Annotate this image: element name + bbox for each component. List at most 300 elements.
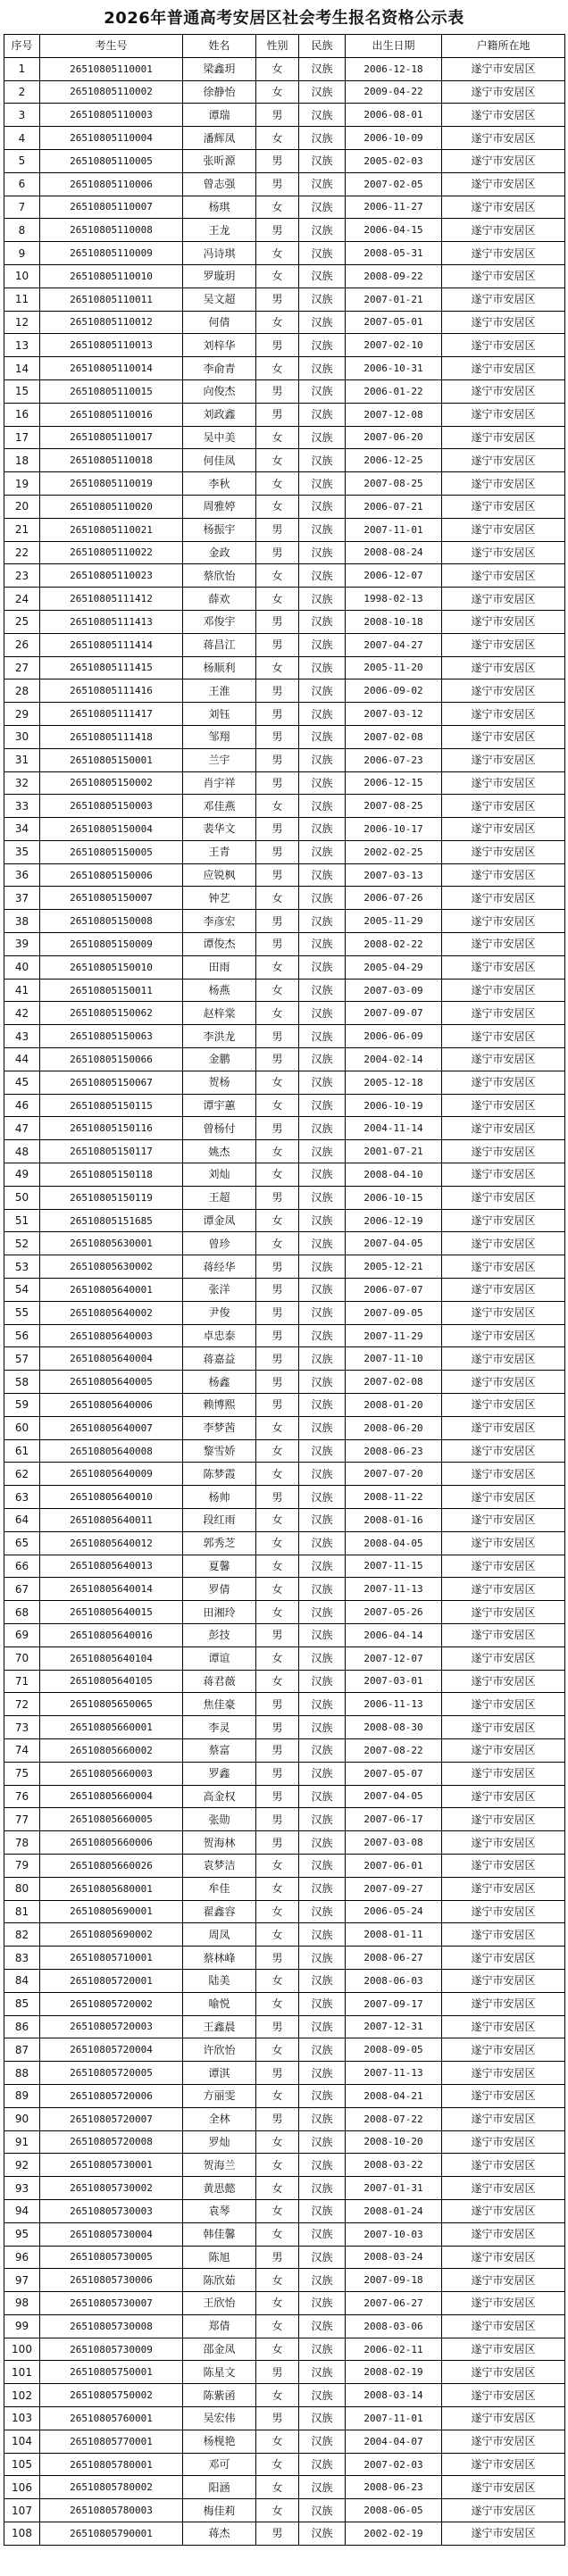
table-row <box>4 979 565 1002</box>
table-row <box>4 311 565 334</box>
cell-gender: 男 <box>256 2107 299 2130</box>
cell-index: 48 <box>4 1140 40 1163</box>
cell-ethnicity: 汉族 <box>299 1071 346 1094</box>
cell-index: 100 <box>4 2338 40 2361</box>
table-row <box>4 564 565 588</box>
cell-gender: 女 <box>256 979 299 1002</box>
cell-index: 80 <box>4 1877 40 1900</box>
cell-ethnicity: 汉族 <box>299 1117 346 1140</box>
table-row <box>4 1785 565 1808</box>
cell-exam-number: 26510805640013 <box>40 1555 183 1578</box>
table-row <box>4 80 565 104</box>
table-row <box>4 703 565 726</box>
cell-residence: 遂宁市安居区 <box>442 1578 565 1601</box>
cell-ethnicity: 汉族 <box>299 2269 346 2292</box>
cell-name: 金鹏 <box>183 1048 256 1071</box>
cell-ethnicity: 汉族 <box>299 2107 346 2130</box>
cell-exam-number: 26510805150118 <box>40 1163 183 1187</box>
cell-name: 蔡富 <box>183 1738 256 1762</box>
cell-exam-number: 26510805640009 <box>40 1463 183 1486</box>
table-row <box>4 2407 565 2430</box>
cell-birth-date: 2006-07-21 <box>346 495 442 518</box>
cell-birth-date: 2007-03-08 <box>346 1831 442 1855</box>
cell-residence: 遂宁市安居区 <box>442 2407 565 2430</box>
cell-gender: 女 <box>256 1002 299 1025</box>
cell-gender: 女 <box>256 1854 299 1877</box>
cell-residence: 遂宁市安居区 <box>442 955 565 979</box>
cell-name: 邓佳燕 <box>183 795 256 818</box>
cell-name: 谭淇 <box>183 2062 256 2085</box>
cell-gender: 女 <box>256 449 299 472</box>
table-row <box>4 242 565 265</box>
cell-index: 45 <box>4 1071 40 1094</box>
cell-residence: 遂宁市安居区 <box>442 1509 565 1532</box>
cell-birth-date: 2007-10-03 <box>346 2222 442 2246</box>
cell-residence: 遂宁市安居区 <box>442 2015 565 2038</box>
cell-index: 85 <box>4 1992 40 2015</box>
cell-birth-date: 2008-01-16 <box>346 1509 442 1532</box>
cell-index: 30 <box>4 725 40 748</box>
cell-ethnicity: 汉族 <box>299 426 346 449</box>
cell-name: 罗璇玥 <box>183 264 256 288</box>
cell-exam-number: 26510805111412 <box>40 588 183 611</box>
cell-name: 裴华文 <box>183 818 256 841</box>
cell-ethnicity: 汉族 <box>299 264 346 288</box>
cell-gender: 男 <box>256 288 299 311</box>
cell-ethnicity: 汉族 <box>299 449 346 472</box>
cell-gender: 女 <box>256 426 299 449</box>
table-row <box>4 2038 565 2062</box>
cell-gender: 女 <box>256 2338 299 2361</box>
cell-exam-number: 26510805110008 <box>40 219 183 242</box>
cell-residence: 遂宁市安居区 <box>442 564 565 588</box>
cell-gender: 女 <box>256 1163 299 1187</box>
cell-birth-date: 2007-09-27 <box>346 1877 442 1900</box>
cell-birth-date: 2007-03-12 <box>346 703 442 726</box>
cell-ethnicity: 汉族 <box>299 1163 346 1187</box>
cell-ethnicity: 汉族 <box>299 149 346 172</box>
cell-name: 赖博熙 <box>183 1394 256 1417</box>
cell-residence: 遂宁市安居区 <box>442 1002 565 1025</box>
cell-residence: 遂宁市安居区 <box>442 196 565 219</box>
cell-gender: 男 <box>256 633 299 656</box>
table-row <box>4 2154 565 2177</box>
cell-gender: 男 <box>256 1255 299 1279</box>
cell-birth-date: 2008-10-18 <box>346 610 442 633</box>
cell-birth-date: 2008-01-20 <box>346 1394 442 1417</box>
cell-residence: 遂宁市安居区 <box>442 518 565 541</box>
cell-name: 刘钰 <box>183 703 256 726</box>
cell-name: 王青 <box>183 840 256 863</box>
cell-name: 方丽雯 <box>183 2084 256 2107</box>
cell-ethnicity: 汉族 <box>299 2130 346 2154</box>
cell-exam-number: 26510805660001 <box>40 1716 183 1739</box>
cell-residence: 遂宁市安居区 <box>442 2499 565 2522</box>
cell-name: 牟佳 <box>183 1877 256 1900</box>
cell-ethnicity: 汉族 <box>299 1486 346 1509</box>
cell-name: 黄思懿 <box>183 2177 256 2200</box>
cell-name: 曾志强 <box>183 172 256 196</box>
cell-birth-date: 2006-07-07 <box>346 1279 442 1302</box>
cell-ethnicity: 汉族 <box>299 748 346 771</box>
table-row <box>4 196 565 219</box>
header-index: 序号 <box>4 35 40 58</box>
cell-name: 谭金凤 <box>183 1209 256 1232</box>
cell-ethnicity: 汉族 <box>299 1646 346 1670</box>
cell-ethnicity: 汉族 <box>299 1463 346 1486</box>
cell-gender: 女 <box>256 1555 299 1578</box>
cell-birth-date: 2006-10-09 <box>346 127 442 150</box>
table-row <box>4 863 565 887</box>
cell-name: 蒋经华 <box>183 1255 256 1279</box>
cell-residence: 遂宁市安居区 <box>442 2430 565 2453</box>
cell-index: 27 <box>4 656 40 679</box>
cell-birth-date: 2007-06-01 <box>346 1854 442 1877</box>
cell-name: 杨枧艳 <box>183 2430 256 2453</box>
cell-exam-number: 26510805730009 <box>40 2338 183 2361</box>
cell-residence: 遂宁市安居区 <box>442 1877 565 1900</box>
cell-gender: 女 <box>256 1877 299 1900</box>
cell-index: 103 <box>4 2407 40 2430</box>
cell-gender: 男 <box>256 1486 299 1509</box>
cell-exam-number: 26510805660006 <box>40 1831 183 1855</box>
table-row <box>4 2522 565 2546</box>
cell-residence: 遂宁市安居区 <box>442 1025 565 1048</box>
cell-name: 王鑫晨 <box>183 2015 256 2038</box>
cell-birth-date: 2008-10-20 <box>346 2130 442 2154</box>
cell-exam-number: 26510805640008 <box>40 1439 183 1463</box>
cell-exam-number: 26510805110019 <box>40 472 183 496</box>
cell-index: 63 <box>4 1486 40 1509</box>
cell-index: 58 <box>4 1371 40 1394</box>
cell-residence: 遂宁市安居区 <box>442 2314 565 2338</box>
table-row <box>4 1279 565 1302</box>
cell-name: 彭技 <box>183 1623 256 1646</box>
cell-ethnicity: 汉族 <box>299 2314 346 2338</box>
cell-birth-date: 2008-04-05 <box>346 1531 442 1555</box>
table-row <box>4 1831 565 1855</box>
cell-ethnicity: 汉族 <box>299 588 346 611</box>
cell-residence: 遂宁市安居区 <box>442 656 565 679</box>
cell-index: 71 <box>4 1670 40 1693</box>
cell-residence: 遂宁市安居区 <box>442 1555 565 1578</box>
cell-ethnicity: 汉族 <box>299 840 346 863</box>
cell-ethnicity: 汉族 <box>299 1209 346 1232</box>
cell-residence: 遂宁市安居区 <box>442 703 565 726</box>
cell-ethnicity: 汉族 <box>299 2084 346 2107</box>
cell-ethnicity: 汉族 <box>299 2476 346 2499</box>
cell-name: 喻悦 <box>183 1992 256 2015</box>
cell-exam-number: 26510805110022 <box>40 541 183 564</box>
cell-exam-number: 26510805720006 <box>40 2084 183 2107</box>
cell-exam-number: 26510805720001 <box>40 1969 183 1992</box>
cell-name: 邵金凤 <box>183 2338 256 2361</box>
cell-exam-number: 26510805150007 <box>40 887 183 910</box>
cell-birth-date: 2001-07-21 <box>346 1140 442 1163</box>
table-row <box>4 1347 565 1371</box>
cell-name: 周凤 <box>183 1923 256 1947</box>
cell-exam-number: 26510805150009 <box>40 933 183 956</box>
table-row <box>4 1186 565 1209</box>
cell-exam-number: 26510805730007 <box>40 2292 183 2315</box>
cell-name: 谭谊 <box>183 1646 256 1670</box>
cell-ethnicity: 汉族 <box>299 1738 346 1762</box>
table-row <box>4 2107 565 2130</box>
cell-gender: 女 <box>256 1439 299 1463</box>
cell-ethnicity: 汉族 <box>299 1578 346 1601</box>
cell-residence: 遂宁市安居区 <box>442 1301 565 1324</box>
table-row <box>4 1947 565 1970</box>
cell-exam-number: 26510805151685 <box>40 1209 183 1232</box>
cell-gender: 女 <box>256 472 299 496</box>
cell-ethnicity: 汉族 <box>299 518 346 541</box>
cell-residence: 遂宁市安居区 <box>442 472 565 496</box>
cell-exam-number: 26510805110018 <box>40 449 183 472</box>
cell-birth-date: 2008-06-23 <box>346 1439 442 1463</box>
table-row <box>4 2084 565 2107</box>
cell-exam-number: 26510805720003 <box>40 2015 183 2038</box>
cell-index: 66 <box>4 1555 40 1578</box>
cell-ethnicity: 汉族 <box>299 2246 346 2269</box>
cell-birth-date: 2007-03-09 <box>346 979 442 1002</box>
cell-gender: 男 <box>256 818 299 841</box>
table-row <box>4 1762 565 1785</box>
cell-birth-date: 2007-04-05 <box>346 1785 442 1808</box>
cell-birth-date: 2008-11-22 <box>346 1486 442 1509</box>
cell-gender: 男 <box>256 379 299 403</box>
cell-ethnicity: 汉族 <box>299 725 346 748</box>
cell-index: 75 <box>4 1762 40 1785</box>
cell-exam-number: 26510805150062 <box>40 1002 183 1025</box>
cell-residence: 遂宁市安居区 <box>442 449 565 472</box>
table-row <box>4 288 565 311</box>
cell-residence: 遂宁市安居区 <box>442 2084 565 2107</box>
table-row <box>4 357 565 380</box>
cell-residence: 遂宁市安居区 <box>442 1670 565 1693</box>
cell-name: 刘政鑫 <box>183 403 256 426</box>
cell-name: 阳涵 <box>183 2476 256 2499</box>
cell-residence: 遂宁市安居区 <box>442 219 565 242</box>
table-row <box>4 840 565 863</box>
cell-residence: 遂宁市安居区 <box>442 1762 565 1785</box>
cell-exam-number: 26510805150005 <box>40 840 183 863</box>
cell-residence: 遂宁市安居区 <box>442 2384 565 2407</box>
cell-birth-date: 2006-12-07 <box>346 564 442 588</box>
cell-ethnicity: 汉族 <box>299 2038 346 2062</box>
cell-gender: 女 <box>256 2476 299 2499</box>
cell-gender: 女 <box>256 1094 299 1117</box>
cell-residence: 遂宁市安居区 <box>442 863 565 887</box>
cell-gender: 女 <box>256 564 299 588</box>
cell-exam-number: 26510805650065 <box>40 1693 183 1716</box>
cell-name: 夏馨 <box>183 1555 256 1578</box>
cell-ethnicity: 汉族 <box>299 242 346 265</box>
cell-ethnicity: 汉族 <box>299 564 346 588</box>
cell-gender: 男 <box>256 334 299 357</box>
cell-birth-date: 2008-01-24 <box>346 2199 442 2222</box>
cell-gender: 男 <box>256 1808 299 1831</box>
cell-index: 8 <box>4 219 40 242</box>
cell-ethnicity: 汉族 <box>299 1279 346 1302</box>
cell-exam-number: 26510805111417 <box>40 703 183 726</box>
cell-index: 76 <box>4 1785 40 1808</box>
cell-ethnicity: 汉族 <box>299 1808 346 1831</box>
cell-index: 97 <box>4 2269 40 2292</box>
cell-gender: 女 <box>256 795 299 818</box>
cell-name: 李秋 <box>183 472 256 496</box>
cell-ethnicity: 汉族 <box>299 2177 346 2200</box>
cell-index: 1 <box>4 57 40 80</box>
cell-ethnicity: 汉族 <box>299 771 346 795</box>
cell-birth-date: 2006-05-24 <box>346 1900 442 1923</box>
cell-exam-number: 26510805110006 <box>40 172 183 196</box>
cell-name: 周雅婷 <box>183 495 256 518</box>
cell-name: 翟鑫容 <box>183 1900 256 1923</box>
cell-exam-number: 26510805780003 <box>40 2499 183 2522</box>
table-row <box>4 725 565 748</box>
cell-name: 蔡林峰 <box>183 1947 256 1970</box>
cell-index: 101 <box>4 2361 40 2384</box>
cell-ethnicity: 汉族 <box>299 656 346 679</box>
cell-exam-number: 26510805660002 <box>40 1738 183 1762</box>
cell-exam-number: 26510805720008 <box>40 2130 183 2154</box>
cell-gender: 男 <box>256 1693 299 1716</box>
cell-name: 潘辉凤 <box>183 127 256 150</box>
table-row <box>4 633 565 656</box>
cell-residence: 遂宁市安居区 <box>442 1439 565 1463</box>
cell-name: 应锐枫 <box>183 863 256 887</box>
cell-name: 薛欢 <box>183 588 256 611</box>
cell-birth-date: 2006-06-09 <box>346 1025 442 1048</box>
cell-index: 47 <box>4 1117 40 1140</box>
cell-birth-date: 2007-02-08 <box>346 1371 442 1394</box>
cell-exam-number: 26510805110012 <box>40 311 183 334</box>
table-row <box>4 1670 565 1693</box>
table-row <box>4 1439 565 1463</box>
header-name: 姓名 <box>183 35 256 58</box>
cell-name: 刘灿 <box>183 1163 256 1187</box>
cell-gender: 男 <box>256 910 299 933</box>
cell-birth-date: 2007-05-26 <box>346 1601 442 1624</box>
cell-exam-number: 26510805110004 <box>40 127 183 150</box>
cell-gender: 女 <box>256 1140 299 1163</box>
cell-exam-number: 26510805150002 <box>40 771 183 795</box>
cell-ethnicity: 汉族 <box>299 955 346 979</box>
cell-exam-number: 26510805111416 <box>40 679 183 703</box>
cell-residence: 遂宁市安居区 <box>442 1279 565 1302</box>
cell-birth-date: 2008-04-10 <box>346 1163 442 1187</box>
cell-exam-number: 26510805660004 <box>40 1785 183 1808</box>
cell-name: 尹俊 <box>183 1301 256 1324</box>
cell-residence: 遂宁市安居区 <box>442 357 565 380</box>
cell-gender: 女 <box>256 57 299 80</box>
cell-residence: 遂宁市安居区 <box>442 1071 565 1094</box>
cell-index: 64 <box>4 1509 40 1532</box>
cell-gender: 男 <box>256 172 299 196</box>
cell-exam-number: 26510805111413 <box>40 610 183 633</box>
cell-birth-date: 2006-11-13 <box>346 1693 442 1716</box>
cell-residence: 遂宁市安居区 <box>442 1048 565 1071</box>
cell-exam-number: 26510805110005 <box>40 149 183 172</box>
cell-name: 张洋 <box>183 1279 256 1302</box>
cell-ethnicity: 汉族 <box>299 80 346 104</box>
cell-exam-number: 26510805720005 <box>40 2062 183 2085</box>
table-row <box>4 1509 565 1532</box>
cell-exam-number: 26510805710001 <box>40 1947 183 1970</box>
cell-index: 62 <box>4 1463 40 1486</box>
cell-birth-date: 2006-10-15 <box>346 1186 442 1209</box>
cell-ethnicity: 汉族 <box>299 2522 346 2546</box>
cell-exam-number: 26510805150117 <box>40 1140 183 1163</box>
cell-name: 何倩 <box>183 311 256 334</box>
cell-ethnicity: 汉族 <box>299 2154 346 2177</box>
cell-exam-number: 26510805770001 <box>40 2430 183 2453</box>
cell-gender: 女 <box>256 2453 299 2476</box>
cell-name: 曾杨付 <box>183 1117 256 1140</box>
cell-residence: 遂宁市安居区 <box>442 172 565 196</box>
cell-birth-date: 2006-07-26 <box>346 887 442 910</box>
cell-gender: 女 <box>256 2384 299 2407</box>
cell-gender: 女 <box>256 1601 299 1624</box>
cell-residence: 遂宁市安居区 <box>442 979 565 1002</box>
cell-residence: 遂宁市安居区 <box>442 725 565 748</box>
cell-index: 36 <box>4 863 40 887</box>
table-row <box>4 656 565 679</box>
cell-index: 25 <box>4 610 40 633</box>
cell-index: 6 <box>4 172 40 196</box>
table-row <box>4 1716 565 1739</box>
cell-name: 张昕源 <box>183 149 256 172</box>
cell-residence: 遂宁市安居区 <box>442 2154 565 2177</box>
cell-exam-number: 26510805110011 <box>40 288 183 311</box>
table-row <box>4 541 565 564</box>
table-row <box>4 1900 565 1923</box>
cell-ethnicity: 汉族 <box>299 1186 346 1209</box>
cell-gender: 女 <box>256 1646 299 1670</box>
cell-ethnicity: 汉族 <box>299 1232 346 1255</box>
cell-birth-date: 2008-06-23 <box>346 2476 442 2499</box>
cell-birth-date: 2006-12-25 <box>346 449 442 472</box>
cell-exam-number: 26510805730006 <box>40 2269 183 2292</box>
table-row <box>4 1808 565 1831</box>
table-row <box>4 2361 565 2384</box>
cell-index: 56 <box>4 1324 40 1347</box>
cell-gender: 男 <box>256 771 299 795</box>
cell-gender: 男 <box>256 1279 299 1302</box>
cell-ethnicity: 汉族 <box>299 172 346 196</box>
cell-index: 70 <box>4 1646 40 1670</box>
cell-birth-date: 2004-11-14 <box>346 1117 442 1140</box>
cell-gender: 女 <box>256 887 299 910</box>
cell-exam-number: 26510805730008 <box>40 2314 183 2338</box>
cell-birth-date: 2008-03-06 <box>346 2314 442 2338</box>
cell-gender: 女 <box>256 1923 299 1947</box>
cell-gender: 男 <box>256 149 299 172</box>
cell-name: 兰宇 <box>183 748 256 771</box>
table-row <box>4 1693 565 1716</box>
cell-index: 14 <box>4 357 40 380</box>
cell-birth-date: 2004-02-14 <box>346 1048 442 1071</box>
cell-exam-number: 26510805150010 <box>40 955 183 979</box>
cell-index: 67 <box>4 1578 40 1601</box>
cell-exam-number: 26510805660003 <box>40 1762 183 1785</box>
cell-ethnicity: 汉族 <box>299 1601 346 1624</box>
cell-ethnicity: 汉族 <box>299 2338 346 2361</box>
cell-birth-date: 2005-04-29 <box>346 955 442 979</box>
cell-index: 50 <box>4 1186 40 1209</box>
cell-name: 许欣怡 <box>183 2038 256 2062</box>
cell-index: 19 <box>4 472 40 496</box>
